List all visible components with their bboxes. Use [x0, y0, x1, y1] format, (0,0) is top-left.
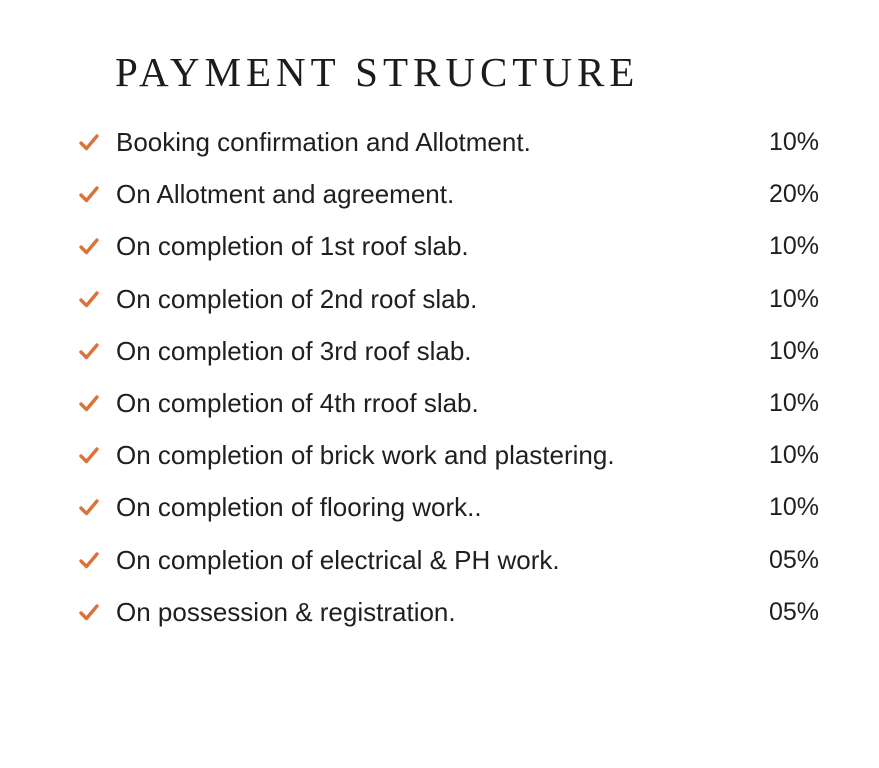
list-item: [0, 483, 879, 535]
list-item: [0, 536, 879, 588]
payment-list: [0, 118, 879, 640]
list-item: [0, 379, 879, 431]
item-percent: 10%: [768, 493, 819, 522]
item-label: Booking confirmation and Allotment.: [116, 127, 531, 157]
item-label: On completion of 2nd roof slab.: [116, 283, 478, 314]
list-item: [0, 588, 879, 640]
list-item: [0, 170, 879, 222]
check-icon: [78, 288, 100, 310]
check-icon: [78, 444, 100, 466]
item-label: On completion of 4th rroof slab.: [116, 387, 479, 418]
check-icon: [78, 131, 100, 153]
item-label: On completion of brick work and plastering.: [116, 440, 615, 471]
check-icon: [78, 235, 100, 257]
item-percent: 10%: [768, 336, 819, 365]
list-item: [0, 431, 879, 483]
check-icon: [78, 549, 100, 571]
list-item: [0, 118, 879, 170]
item-percent: 05%: [768, 597, 819, 626]
item-percent: 10%: [768, 441, 819, 470]
check-icon: [78, 601, 100, 623]
item-percent: 20%: [768, 180, 819, 209]
check-icon: [78, 183, 100, 205]
item-percent: 10%: [768, 284, 819, 313]
item-label: On completion of 3rd roof slab.: [116, 335, 472, 366]
list-item: [0, 275, 879, 327]
page-title: PAYMENT STRUCTURE: [115, 49, 640, 95]
item-label: On completion of flooring work..: [116, 492, 482, 523]
item-label: On completion of electrical & PH work.: [116, 544, 560, 575]
item-percent: 10%: [768, 128, 819, 156]
check-icon: [78, 392, 100, 414]
item-label: On possession & registration.: [116, 596, 456, 627]
item-percent: 10%: [768, 388, 819, 417]
check-icon: [78, 496, 100, 518]
item-label: On Allotment and agreement.: [116, 179, 455, 210]
list-item: [0, 222, 879, 274]
item-label: On completion of 1st roof slab.: [116, 231, 469, 262]
item-percent: 05%: [768, 545, 819, 574]
check-icon: [78, 340, 100, 362]
item-percent: 10%: [768, 232, 819, 261]
list-item: [0, 327, 879, 379]
